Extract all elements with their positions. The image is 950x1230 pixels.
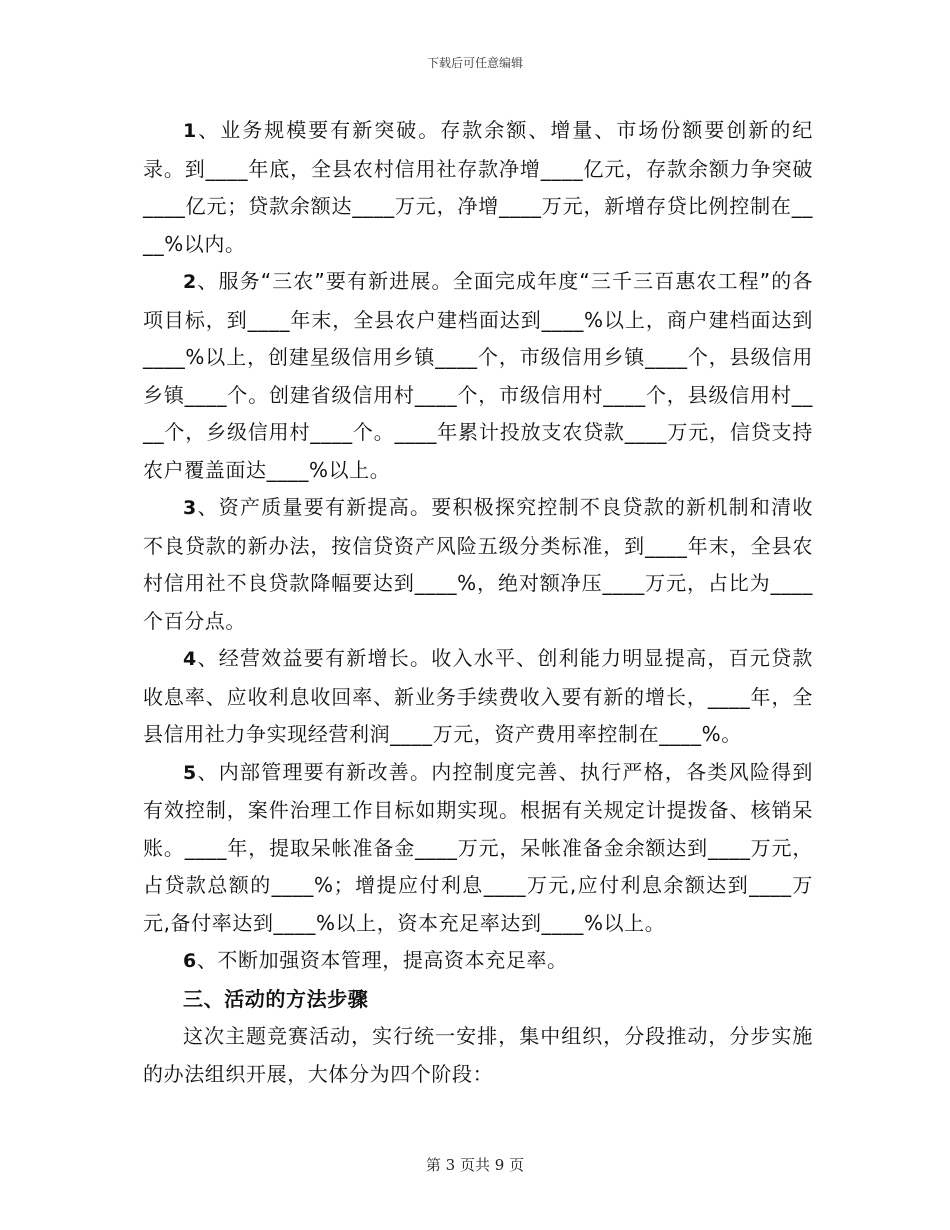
item-number: 2	[183, 271, 197, 293]
paragraph-item-5	[143, 754, 813, 943]
paragraph-item-4	[143, 640, 813, 754]
closing-paragraph: 这次主题竞赛活动，实行统一安排，集中组织，分段推动，分步实施的办法组织开展，大体分为四个阶段：	[143, 1024, 813, 1086]
item-text: 、内部管理要有新改善。内控制度完善、执行严格，各类风险得到有效控制，案件治理工作目标如期实现。根据有关规定计提拨备、核销呆账。____年，提取呆帐准备金____万元，呆帐准备金余额达到____万元，占贷款总额的____%；增提应付利息____万元,应付利息余额达到____万元,备付率达到____%以上，资本充足率达到____%以上。	[143, 759, 813, 935]
item-text: 、资产质量要有新提高。要积极探究控制不良贷款的新机制和清收不良贷款的新办法，按信贷资产风险五级分类标准，到____年末，全县农村信用社不良贷款降幅要达到____%，绝对额净压____万元，占比为____个百分点。	[143, 495, 813, 633]
document-body	[143, 112, 813, 1093]
paragraph-item-2	[143, 263, 813, 489]
item-text: 、经营效益要有新增长。收入水平、创利能力明显提高，百元贷款收息率、应收利息收回率、新业务手续费收入要有新的增长，____年，全县信用社力争实现经营利润____万元，资产费用率控制在____%。	[143, 646, 813, 746]
item-number: 4	[183, 648, 197, 670]
item-text: 、业务规模要有新突破。存款余额、增量、市场份额要创新的纪录。到____年底，全县农村信用社存款净增____亿元，存款余额力争突破____亿元；贷款余额达____万元，净增____万元，新增存贷比例控制在____%以内。	[143, 118, 813, 256]
item-number: 5	[183, 761, 197, 784]
item-text: 、不断加强资本管理，提高资本充足率。	[196, 948, 568, 972]
section-heading: 三、活动的方法步骤	[183, 986, 369, 1011]
page-header-note: 下载后可任意编辑	[426, 56, 523, 70]
item-number: 1	[183, 120, 197, 142]
paragraph-item-6	[143, 942, 813, 981]
paragraph-item-3	[143, 489, 813, 640]
item-number: 3	[183, 497, 197, 519]
page-number-footer: 第 3 页共 9 页	[425, 1156, 525, 1174]
paragraph-item-1	[143, 112, 813, 263]
item-text: 、服务“三农”要有新进展。全面完成年度“三千三百惠农工程”的各项目标，到____年末，全县农户建档面达到____%以上，商户建档面达到____%以上，创建星级信用乡镇____个，市级信用乡镇____个，县级信用乡镇____个。创建省级信用村____个，市级信用村____个，县级信用村____个，乡级信用村____个。____年累计投放支农贷款____万元，信贷支持农户覆盖面达____%以上。	[143, 269, 813, 482]
item-number: 6	[183, 950, 197, 972]
